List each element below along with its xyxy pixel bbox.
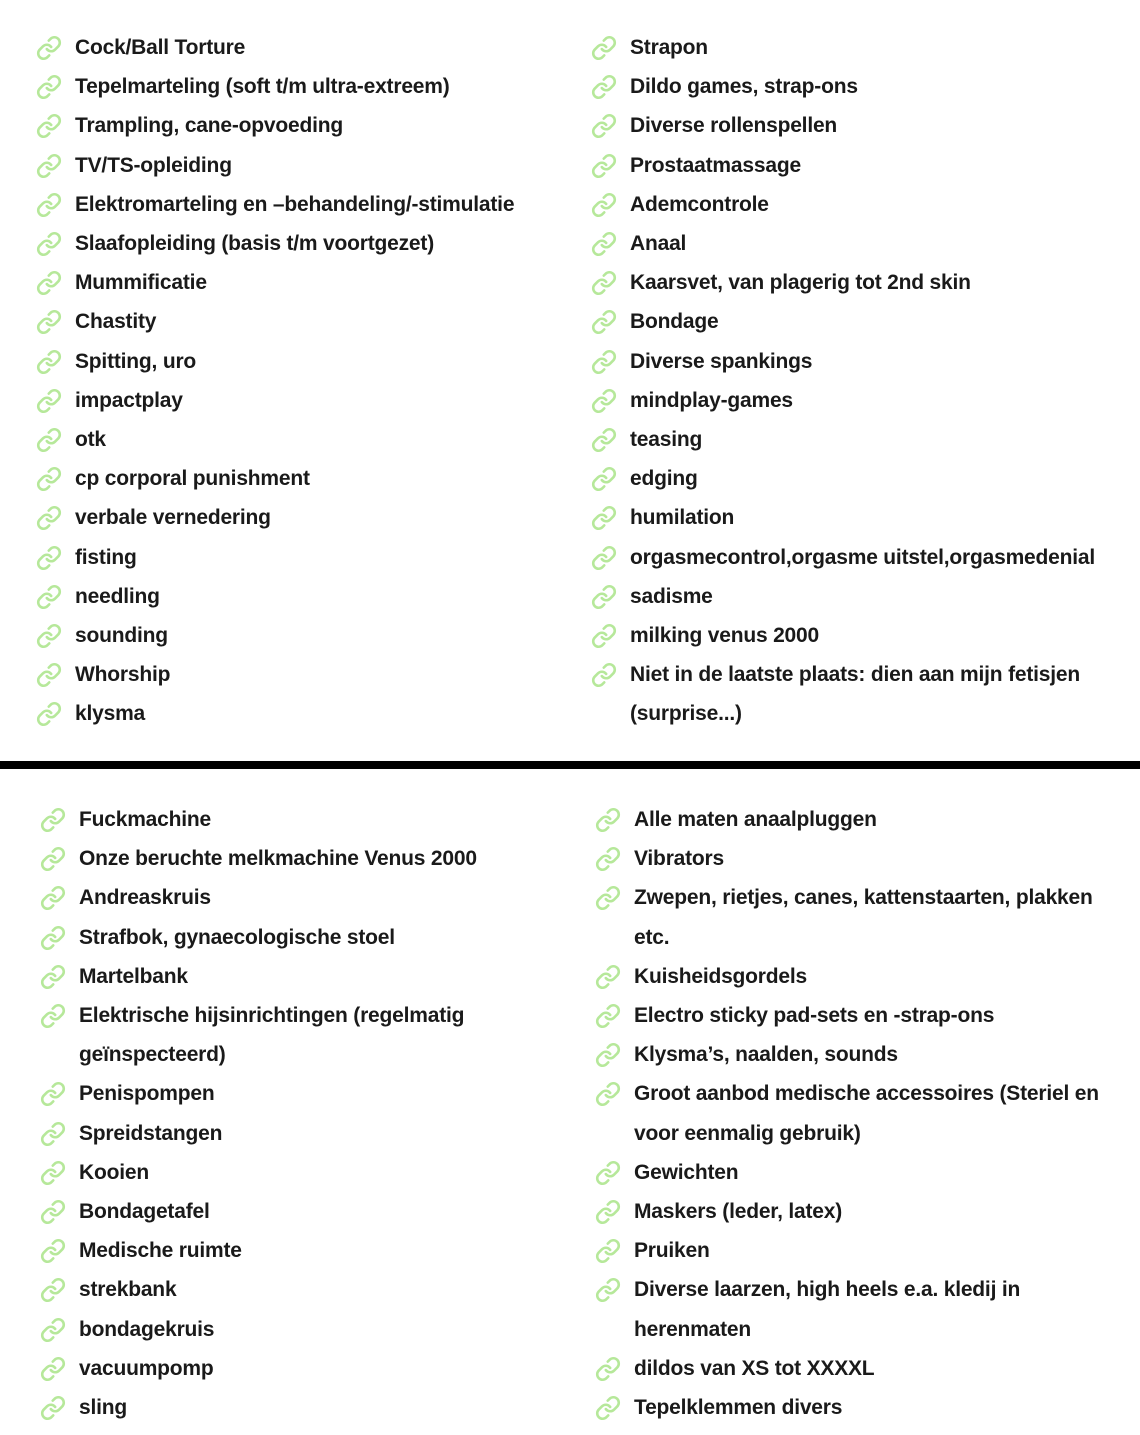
link-icon [36,270,62,296]
list-item-label: klysma [75,702,146,726]
section-divider [0,761,1140,769]
list-item-label: Klysma’s, naalden, sounds [634,1043,898,1067]
link-icon [591,270,617,296]
list-item [40,878,560,917]
list-item [36,381,556,420]
link-icon [36,623,62,649]
list-item-label: Spitting, uro [75,349,197,373]
link-icon [595,1042,621,1068]
link-icon [595,964,621,990]
link-icon [591,388,617,414]
list-item-label: verbale vernedering [75,506,271,530]
link-icon [36,74,62,100]
list-item-label: teasing [630,428,703,452]
list-item-label: impactplay [75,388,183,412]
link-icon [40,925,66,951]
link-icon [591,545,617,571]
link-icon [595,1395,621,1421]
list-item [591,381,1121,420]
list-item [40,1388,560,1427]
link-icon [40,964,66,990]
list-item-label: bondagekruis [79,1317,215,1341]
list-item-label: mindplay-games [630,388,793,412]
list-item-label: Onze beruchte melkmachine Venus 2000 [79,847,477,871]
list-item-label: Bondagetafel [79,1200,210,1224]
list-item-label: needling [75,584,160,608]
list-item-label: orgasmecontrol,orgasme uitstel,orgasmedenial [630,545,1096,569]
list-item [591,263,1121,302]
link-icon [40,1160,66,1186]
list-item [36,185,556,224]
list-item [36,616,556,655]
list-item [36,224,556,263]
list-item-label: Diverse laarzen, high heels e.a. kledij in herenmaten [634,1278,1021,1341]
list-item [40,1153,560,1192]
list-item [591,67,1121,106]
link-icon [595,807,621,833]
list-item-label: strekbank [79,1278,177,1302]
list-item [591,538,1121,577]
list-item [40,957,560,996]
link-icon [591,309,617,335]
list-item [591,616,1121,655]
list-item-label: Kaarsvet, van plagerig tot 2nd skin [630,271,971,295]
list-item-label: Medische ruimte [79,1239,242,1263]
list-item-label: Tepelmarteling (soft t/m ultra-extreem) [75,75,450,99]
list-item [591,185,1121,224]
list-item [36,694,556,733]
link-icon [591,74,617,100]
link-icon [591,466,617,492]
link-icon [591,584,617,610]
link-icon [36,192,62,218]
list-item [40,1270,560,1309]
link-icon [591,505,617,531]
list-item-label: otk [75,428,106,452]
link-icon [595,1160,621,1186]
link-icon [36,309,62,335]
list-item [40,996,560,1074]
list-item-label: Martelbank [79,964,188,988]
list-item-label: sling [79,1396,128,1420]
list-item [591,224,1121,263]
list-item-label: Strafbok, gynaecologische stoel [79,925,395,949]
link-icon [40,1238,66,1264]
list-item-label: Bondage [630,310,719,334]
list-item-label: Gewichten [634,1160,739,1184]
list-item-label: Tepelklemmen divers [634,1396,843,1420]
link-icon [591,427,617,453]
list-item-label: Slaafopleiding (basis t/m voortgezet) [75,232,434,256]
link-icon [40,1395,66,1421]
list-item [595,1035,1125,1074]
list-item [36,263,556,302]
list-item [591,498,1121,537]
list-item-label: Pruiken [634,1239,710,1263]
list-item [591,459,1121,498]
link-icon [595,1356,621,1382]
list-item [40,1074,560,1113]
link-icon [591,231,617,257]
list-item-label: Kuisheidsgordels [634,964,808,988]
list-item [591,342,1121,381]
list-item-label: vacuumpomp [79,1356,214,1380]
list-item-label: Cock/Ball Torture [75,36,246,59]
list-item [595,1388,1125,1427]
list-item-label: Kooien [79,1160,149,1184]
list-item [591,28,1121,67]
link-icon [591,35,617,61]
list-item [591,655,1121,733]
list-item [591,302,1121,341]
list-item-label: milking venus 2000 [630,624,819,648]
list-item-label: Maskers (leder, latex) [634,1200,843,1224]
link-icon [36,584,62,610]
list-item-label: fisting [75,545,137,569]
link-icon [595,846,621,872]
list-item [36,498,556,537]
list-item-label: Groot aanbod medische accessoires (Steriel en voor eenmalig gebruik) [634,1082,1099,1145]
list-item [595,957,1125,996]
list-item-label: Andreaskruis [79,886,211,910]
list-item [36,67,556,106]
link-icon [36,505,62,531]
link-icon [591,662,617,688]
link-icon [591,349,617,375]
link-icon [40,1081,66,1107]
list-item-label: dildos van XS tot XXXXL [634,1356,875,1380]
link-icon [36,153,62,179]
list-item-label: Mummificatie [75,271,207,295]
list-item [36,146,556,185]
list-item-label: Diverse spankings [630,349,813,373]
list-item-label: Penispompen [79,1082,215,1106]
list-item [595,1349,1125,1388]
list-item-label: Trampling, cane-opvoeding [75,114,344,138]
equipment-list-right [595,800,1125,1427]
list-item [40,1349,560,1388]
list-item [36,342,556,381]
link-icon [595,1081,621,1107]
link-icon [36,545,62,571]
link-icon [40,1003,66,1029]
link-icon [595,1277,621,1303]
list-item-label: Anaal [630,232,687,256]
list-item-label: humilation [630,506,735,530]
list-item-label: Fuckmachine [79,808,212,831]
list-item-label: Chastity [75,310,157,334]
list-item-label: Ademcontrole [630,192,769,216]
list-item-label: Elektrische hijsinrichtingen (regelmatig geïnspecteerd) [79,1004,465,1067]
list-item-label: Vibrators [634,847,725,871]
list-item [36,655,556,694]
list-item [591,106,1121,145]
list-item [36,577,556,616]
list-item-label: Electro sticky pad-sets en -strap-ons [634,1004,995,1028]
list-item-label: Zwepen, rietjes, canes, kattenstaarten, plakken etc. [634,886,1093,949]
list-item [591,577,1121,616]
equipment-list-left [40,800,560,1427]
list-item-label: Diverse rollenspellen [630,114,838,138]
list-item-label: Strapon [630,36,708,59]
list-item [591,420,1121,459]
list-item-label: sadisme [630,584,713,608]
link-icon [36,388,62,414]
link-icon [591,113,617,139]
list-item [36,106,556,145]
list-item [36,420,556,459]
list-item [595,1074,1125,1152]
list-item [40,800,560,839]
list-item-label: edging [630,467,698,491]
link-icon [40,1199,66,1225]
link-icon [40,1317,66,1343]
list-item [40,1192,560,1231]
link-icon [40,1277,66,1303]
list-item [40,1231,560,1270]
link-icon [36,35,62,61]
list-item [40,918,560,957]
activities-list-left [36,28,556,734]
link-icon [36,349,62,375]
link-icon [40,885,66,911]
list-item-label: Dildo games, strap-ons [630,75,858,99]
link-icon [36,231,62,257]
link-icon [36,466,62,492]
list-item [36,28,556,67]
list-item [36,302,556,341]
list-item [595,800,1125,839]
list-item [40,839,560,878]
link-icon [40,807,66,833]
link-icon [595,1003,621,1029]
link-icon [36,113,62,139]
link-icon [40,1356,66,1382]
link-icon [591,153,617,179]
list-item [595,1192,1125,1231]
list-item [40,1310,560,1349]
link-icon [595,885,621,911]
link-icon [591,192,617,218]
list-item [591,146,1121,185]
list-item [36,459,556,498]
list-item-label: Whorship [75,663,171,687]
list-item [595,1153,1125,1192]
link-icon [595,1199,621,1225]
list-item [40,1114,560,1153]
link-icon [591,623,617,649]
link-icon [36,662,62,688]
list-item [595,996,1125,1035]
link-icon [36,427,62,453]
link-icon [36,701,62,727]
list-item-label: TV/TS-opleiding [75,153,232,177]
list-item [595,1231,1125,1270]
activities-list-right [591,28,1121,734]
list-item [595,1270,1125,1348]
list-item-label: Prostaatmassage [630,153,801,177]
list-item-label: Spreidstangen [79,1121,223,1145]
list-item [595,878,1125,956]
link-icon [40,846,66,872]
list-item-label: Niet in de laatste plaats: dien aan mijn fetisjen (surprise...) [630,663,1080,726]
list-item-label: cp corporal punishment [75,467,310,491]
list-item [36,538,556,577]
list-item-label: Alle maten anaalpluggen [634,808,877,831]
link-icon [40,1121,66,1147]
link-icon [595,1238,621,1264]
list-item [595,839,1125,878]
list-item-label: sounding [75,624,168,648]
list-item-label: Elektromarteling en –behandeling/-stimulatie [75,192,515,216]
